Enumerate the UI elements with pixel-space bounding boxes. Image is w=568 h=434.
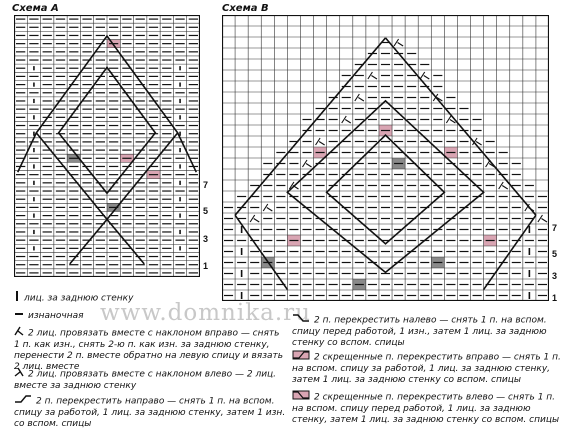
twisted-stitch-icon bbox=[14, 290, 20, 306]
scheme-a-row-5: 5 bbox=[203, 206, 209, 216]
scheme-b-row-5: 5 bbox=[552, 249, 558, 259]
cable-line bbox=[235, 215, 536, 289]
crossed-right-icon bbox=[292, 350, 310, 364]
legend-twisted-text: лиц. за заднюю стенку bbox=[24, 293, 134, 304]
legend-k2tog-right bbox=[14, 326, 286, 373]
legend-crossed-right-text: 2 скрещенные п. перекрестить вправо — снять 1 п. на вспом. спицу за работой, 1 лиц. за заднюю стенку, затем 1 лиц. за заднюю стенку со вспом. спицы bbox=[292, 352, 561, 385]
legend-cross-left-text: 2 п. перекрестить налево — снять 1 п. на вспом. спицу перед работой, 1 изн., затем 1 лиц. за заднюю стенку со вспом. спицы bbox=[292, 315, 547, 348]
scheme-b-row-1: 1 bbox=[552, 293, 558, 303]
purl-stitch-icon bbox=[14, 310, 24, 321]
scheme-b-chart bbox=[222, 15, 549, 301]
decrease-mark bbox=[420, 72, 429, 79]
legend-cross-right-text: 2 п. перекрестить направо — снять 1 п. на вспом. спицу за работой, 1 лиц. за заднюю стенку, затем 1 изн. со вспом. спицы bbox=[14, 396, 286, 429]
site-watermark: www.domnika.ru bbox=[100, 300, 311, 326]
scheme-a-row-7: 7 bbox=[203, 180, 209, 190]
legend-cross-right bbox=[14, 394, 286, 430]
scheme-a-row-1: 1 bbox=[203, 261, 209, 271]
legend-crossed-left-text: 2 скрещенные п. перекрестить влево — снять 1 п. на вспом. спицу перед работой, 1 лиц. за заднюю стенку, затем 1 лиц. за заднюю стенку со вспом. спицы bbox=[292, 392, 560, 425]
decrease-mark bbox=[302, 160, 311, 167]
legend-k2tog-left-text: 2 лиц. провязать вместе с наклоном влево — 2 лиц. вместе за заднюю стенку bbox=[14, 369, 277, 391]
scheme-a-title: Схема А bbox=[12, 3, 59, 14]
decrease-mark bbox=[368, 72, 377, 79]
legend-k2tog-left bbox=[14, 367, 286, 392]
decrease-mark bbox=[250, 215, 259, 222]
scheme-b-row-3: 3 bbox=[552, 271, 558, 281]
legend-cross-left bbox=[292, 313, 562, 349]
decrease-mark bbox=[316, 138, 325, 145]
decrease-mark bbox=[538, 215, 547, 222]
legend-k2tog-right-text: 2 лиц. провязать вместе с наклоном вправо — снять 1 п. как изн., снять 2-ю п. как изн. за заднюю стенку, перенести 2 п. вместе обратно на левую спицу и вязать 2 лиц. вместе bbox=[14, 328, 284, 372]
cross-right-icon bbox=[14, 394, 32, 408]
legend-crossed-left bbox=[292, 390, 562, 426]
cross-left-icon bbox=[292, 313, 310, 327]
scheme-b-row-7: 7 bbox=[552, 223, 558, 233]
scheme-a-chart bbox=[14, 15, 200, 277]
decrease-mark bbox=[499, 182, 508, 189]
legend-purl bbox=[14, 310, 214, 322]
legend-crossed-right bbox=[292, 350, 562, 386]
legend-purl-text: изнаночная bbox=[28, 311, 84, 321]
decrease-mark bbox=[263, 204, 272, 211]
decrease-mark bbox=[394, 39, 403, 46]
k2tog-right-icon bbox=[14, 326, 24, 340]
decrease-mark bbox=[342, 116, 351, 123]
decrease-mark bbox=[355, 94, 364, 101]
k2tog-left-icon bbox=[14, 367, 24, 381]
scheme-a-row-3: 3 bbox=[203, 234, 209, 244]
cable-line bbox=[327, 135, 445, 244]
crossed-left-icon bbox=[292, 390, 310, 404]
scheme-b-title: Схема В bbox=[222, 3, 269, 14]
legend-twisted bbox=[14, 290, 214, 306]
chart-grid bbox=[14, 15, 200, 277]
